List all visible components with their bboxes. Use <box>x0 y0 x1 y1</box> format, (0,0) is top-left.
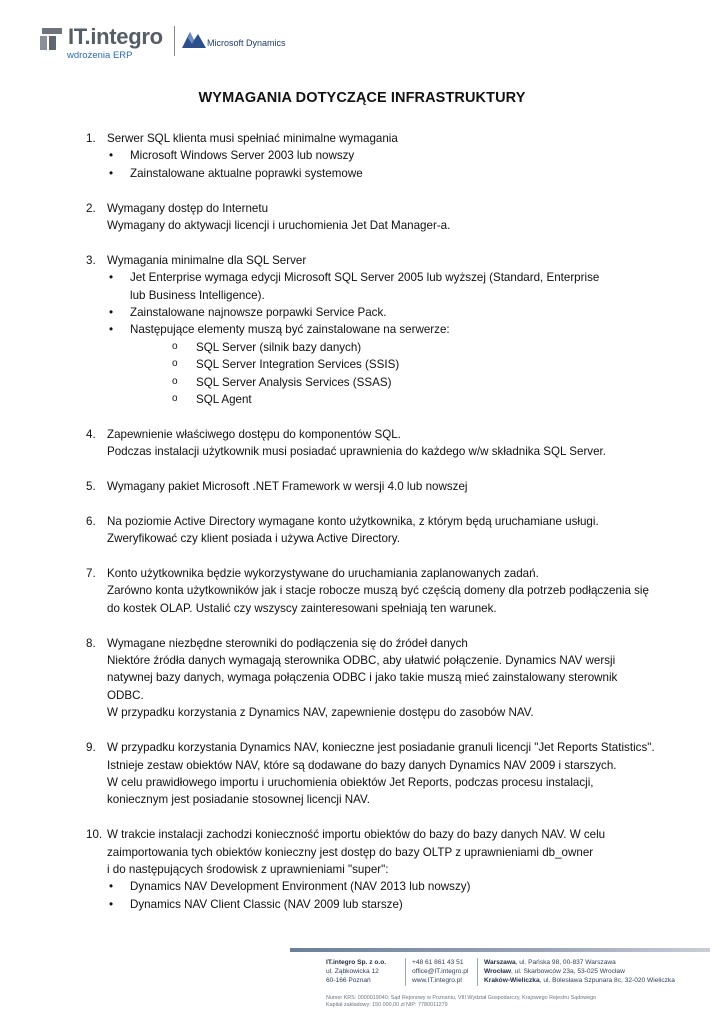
bullet-item <box>107 165 666 182</box>
requirement-text-line: natywnej bazy danych, wymaga połączenia ODBC i jako takie muszą mieć zainstalowany sterownik <box>107 671 618 685</box>
sub-bullet-item: o SQL Server Integration Services (SSIS) <box>130 356 666 373</box>
bullet-item <box>107 147 666 164</box>
requirement-text-line: Konto użytkownika będzie wykorzystywane do uruchamiania zaplanowanych zadań. <box>107 567 539 581</box>
footer-separator <box>405 958 406 986</box>
requirement-text-line: zaimportowania tych obiektów konieczny jest dostęp do bazy OLTP z uprawnieniami db_owner <box>107 845 594 859</box>
footer-legal-line: Kapitał zakładowy: 150 000,00 zł NIP: 7780011279 <box>326 1002 448 1009</box>
requirement-number: 9. <box>86 741 96 755</box>
requirement-text-line: Istnieje zestaw obiektów NAV, które są dodawane do bazy danych Dynamics NAV 2009 i starszych. <box>107 758 617 772</box>
bullet-text-line: • Zainstalowane aktualne poprawki systemowe <box>130 166 363 180</box>
footer-legal-line: Numer KRS: 0000019040; Sąd Rejonowy w Poznaniu, VIII Wydział Gospodarczy, Krajowego Rejestru Sądowego <box>326 995 597 1001</box>
requirement-item <box>86 252 666 409</box>
requirement-item <box>86 130 666 182</box>
requirement-number: 3. <box>86 253 96 267</box>
requirement-text-line: W przypadku korzystania z Dynamics NAV, zapewnienie dostępu do zasobów NAV. <box>107 706 534 720</box>
logo-text: IT.integro <box>68 24 163 49</box>
footer-contact <box>412 958 468 986</box>
requirements-list <box>86 130 666 913</box>
footer-company: IT.integro Sp. z o.o. <box>326 959 387 966</box>
it-integro-logo-icon <box>40 28 64 50</box>
bullet-item <box>107 269 666 304</box>
bullet-item <box>107 304 666 321</box>
footer-bar <box>290 948 710 952</box>
bullet-item <box>107 896 666 913</box>
requirement-text-line: Zapewnienie właściwego dostępu do komponentów SQL. <box>107 427 401 441</box>
requirement-text-line: W trakcie instalacji zachodzi konieczność importu obiektów do bazy do bazy danych NAV. W celu <box>107 828 606 842</box>
footer-email[interactable]: office@IT.integro.pl <box>412 968 469 976</box>
footer-separator <box>477 958 478 986</box>
footer-office2-city: Wrocław <box>484 968 511 976</box>
partner-text: Microsoft Dynamics <box>207 38 286 48</box>
requirement-text-line: Podczas instalacji użytkownik musi posiadać uprawnienia do każdego w/w składnika SQL Server. <box>107 445 606 459</box>
requirement-item <box>86 478 666 495</box>
bullet-text-line: • Dynamics NAV Development Environment (NAV 2013 lub nowszy) <box>130 880 471 894</box>
requirement-text-line: do kostek OLAP. Ustalić czy wszyscy zainteresowani spełniają ten warunek. <box>107 601 497 615</box>
bullet-text-line: • Jet Enterprise wymaga edycji Microsoft SQL Server 2005 lub wyższej (Standard, Enterprise <box>130 271 600 285</box>
requirement-number: 10. <box>86 828 103 842</box>
sub-bullet-item: o SQL Server Analysis Services (SSAS) <box>130 374 666 391</box>
footer-office1-city: Warszawa <box>484 959 516 966</box>
bullet-text-line: • Następujące elementy muszą być zainstalowane na serwerze: <box>130 323 450 337</box>
requirement-item <box>86 513 666 548</box>
requirement-item <box>86 635 666 722</box>
footer-city: 60-166 Poznań <box>326 977 371 985</box>
sub-bullet-item: o SQL Agent <box>130 391 666 408</box>
footer-office2-addr: , ul. Skarbowców 23a, 53-025 Wrocław <box>511 968 625 976</box>
bullet-list <box>107 269 666 408</box>
footer-web[interactable]: www.IT.integro.pl <box>412 977 462 985</box>
requirement-text-line: Zarówno konta użytkowników jak i stacje robocze muszą być częścią domeny dla potrzeb podłączenia się <box>107 584 649 598</box>
bullet-item <box>107 321 666 408</box>
bullet-text-line: • Microsoft Windows Server 2003 lub nowszy <box>130 149 355 163</box>
bullet-item <box>107 878 666 895</box>
requirement-text-line: Zweryfikować czy klient posiada i używa Active Directory. <box>107 532 400 546</box>
footer-street: ul. Ząbkowicka 12 <box>326 968 379 976</box>
requirement-text-line: Na poziomie Active Directory wymagane konto użytkownika, z którym będą uruchamiane usługi. <box>107 514 599 528</box>
requirement-number: 4. <box>86 427 96 441</box>
logo-subtitle: wdrożenia ERP <box>67 50 133 61</box>
header-divider <box>174 26 175 56</box>
bullet-text-line: • Zainstalowane najnowsze porpawki Service Pack. <box>130 306 387 320</box>
requirement-text-line: W celu prawidłowego importu i uruchomienia obiektów Jet Reports, podczas procesu instalacji, <box>107 775 594 789</box>
requirement-item <box>86 739 666 809</box>
page-header <box>40 24 340 64</box>
microsoft-dynamics-logo-icon <box>182 30 206 48</box>
requirement-text-line: i do następujących środowisk z uprawnieniami "super": <box>107 862 389 876</box>
bullet-text-line: lub Business Intelligence). <box>130 288 265 302</box>
sub-bullet-list <box>130 339 666 409</box>
requirement-text-line: Wymagany dostęp do Internetu <box>107 201 269 215</box>
requirement-text-line: Wymagane niezbędne sterowniki do podłączenia się do źródeł danych <box>107 636 468 650</box>
footer-phone: +48 61 861 43 51 <box>412 959 464 966</box>
requirement-number: 1. <box>86 132 96 145</box>
requirement-item <box>86 826 666 913</box>
requirement-text-line: Wymagania minimalne dla SQL Server <box>107 253 307 267</box>
footer-office3-city: Kraków-Wieliczka <box>484 977 540 985</box>
page-footer <box>290 948 710 1018</box>
footer-legal <box>326 995 596 1009</box>
requirement-text-line: W przypadku korzystania Dynamics NAV, konieczne jest posiadanie granuli licencji "Jet Reports Statistics". <box>107 741 655 755</box>
requirement-number: 5. <box>86 480 96 494</box>
requirement-item <box>86 565 666 617</box>
requirement-number: 7. <box>86 567 96 581</box>
requirement-text-line: koniecznym jest posiadanie stosownej licencji NAV. <box>107 793 370 807</box>
sub-bullet-item: o SQL Server (silnik bazy danych) <box>130 339 666 356</box>
bullet-list <box>107 147 666 182</box>
requirement-number: 8. <box>86 636 96 650</box>
requirement-text-line: Serwer SQL klienta musi spełniać minimalne wymagania <box>107 132 398 145</box>
footer-office1-addr: , ul. Pańska 98, 00-837 Warszawa <box>515 959 616 966</box>
bullet-text-line: • Dynamics NAV Client Classic (NAV 2009 lub starsze) <box>130 897 403 911</box>
requirement-text-line: Wymagany pakiet Microsoft .NET Framework w wersji 4.0 lub nowszej <box>107 480 468 494</box>
page-title: WYMAGANIA DOTYCZĄCE INFRASTRUKTURY <box>198 90 526 106</box>
requirement-text-line: Wymagany do aktywacji licencji i uruchomienia Jet Dat Manager-a. <box>107 219 451 233</box>
footer-office3-addr: , ul. Bolesława Szpunara 8c, 32-020 Wieliczka <box>539 977 675 985</box>
requirement-text-line: Niektóre źródła danych wymagają sterownika ODBC, aby ułatwić połączenie. Dynamics NAV wersji <box>107 654 616 668</box>
requirement-text-line: ODBC. <box>107 688 144 702</box>
requirement-item <box>86 200 666 235</box>
footer-company-address <box>326 958 386 986</box>
requirement-item <box>86 426 666 461</box>
requirement-number: 6. <box>86 514 96 528</box>
requirement-number: 2. <box>86 201 96 215</box>
footer-offices <box>484 958 675 986</box>
bullet-list <box>107 878 666 913</box>
